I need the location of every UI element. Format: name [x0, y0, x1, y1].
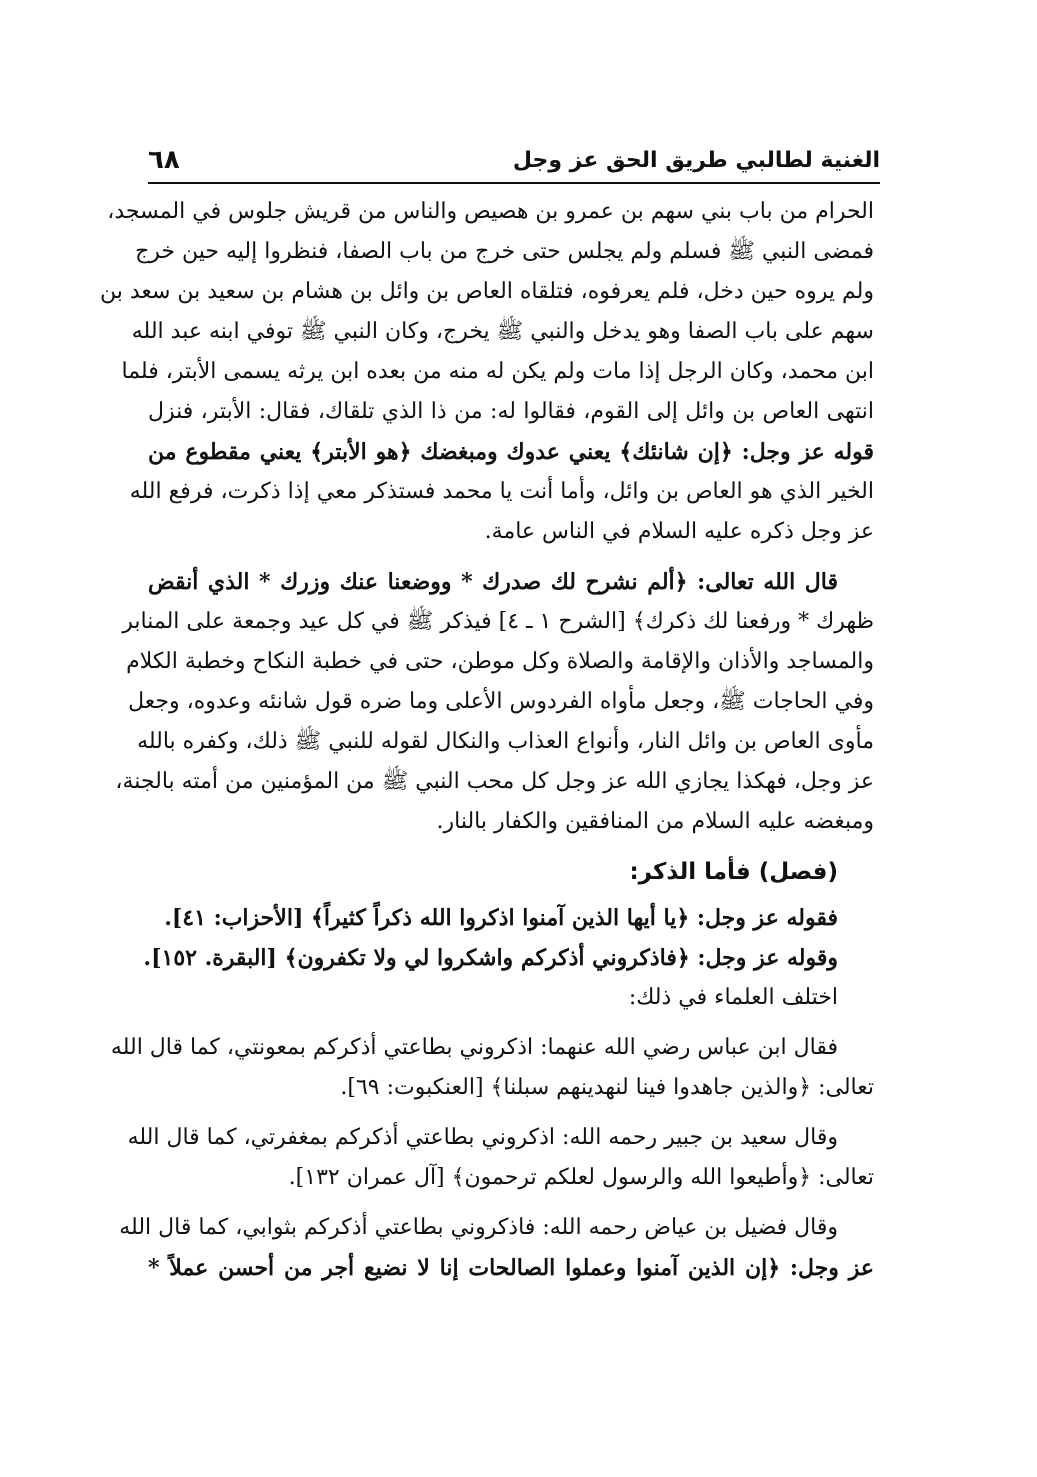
text-line: عز وجل: ﴿إن الذين آمنوا وعملوا الصالحات إنا لا نضيع أجر من أحسن عملاً *	[148, 1255, 874, 1281]
text-line: تعالى: ﴿وأطيعوا الله والرسول لعلكم ترحمون﴾ [آل عمران ١٣٢].	[288, 1165, 874, 1190]
text-line: فقال ابن عباس رضي الله عنهما: اذكروني بطاعتي أذكركم بمعونتي، كما قال الله	[110, 1035, 838, 1060]
opinion-said-ibn-jubayr	[127, 1118, 874, 1198]
verse-line: وقوله عز وجل: ﴿فاذكروني أذكركم واشكروا لي ولا تكفرون﴾ [البقرة. ١٥٢].	[143, 945, 838, 971]
text-line: الحرام من باب بني سهم بن عمرو بن هصيص والناس من قريش جلوس في المسجد،	[107, 199, 874, 224]
section-heading: (فصل) فأما الذكر:	[629, 859, 838, 885]
text-line: والمساجد والأذان والإقامة والصلاة وكل موطن، حتى في خطبة النكاح وخطبة الكلام	[126, 649, 874, 674]
text-line: فمضى النبي ﷺ فسلم ولم يجلس حتى خرج من باب الصفا، فنظروا إليه حين خرج	[135, 239, 874, 264]
page-header	[148, 140, 880, 180]
text-line: وقال فضيل بن عياض رحمه الله: فاذكروني بطاعتي أذكركم بثوابي، كما قال الله	[119, 1215, 838, 1240]
text-line: عز وجل، فهكذا يجازي الله عز وجل كل محب النبي ﷺ من المؤمنين من أمته بالجنة،	[115, 769, 874, 794]
text-line: قوله عز وجل: ﴿إن شانئك﴾ يعني عدوك ومبغضك ﴿هو الأبتر﴾ يعني مقطوع من	[148, 439, 874, 465]
opinion-ibn-abbas	[110, 1028, 874, 1108]
paragraph-2	[115, 562, 874, 842]
verse-line: اختلف العلماء في ذلك:	[628, 985, 838, 1010]
page-number: ٦٨	[148, 145, 180, 175]
text-line: ولم يروه حين دخل، فلم يعرفوه، فتلقاه العاص بن وائل بن هشام بن سعيد بن سعد بن	[99, 279, 874, 304]
text-line: ومبغضه عليه السلام من المنافقين والكفار بالنار.	[436, 809, 874, 834]
text-line: قال الله تعالى: ﴿ألم نشرح لك صدرك * ووضعنا عنك وزرك * الذي أنقض	[148, 569, 838, 595]
text-line: عز وجل ذكره عليه السلام في الناس عامة.	[484, 519, 874, 544]
text-line: مأوى العاص بن وائل النار، وأنواع العذاب والنكال لقوله للنبي ﷺ ذلك، وكفره بالله	[137, 729, 874, 754]
text-line: تعالى: ﴿والذين جاهدوا فينا لنهدينهم سبلنا﴾ [العنكبوت: ٦٩].	[340, 1075, 874, 1100]
text-line: وفي الحاجات ﷺ، وجعل مأواه الفردوس الأعلى وما ضره قول شانئه وعدوه، وجعل	[128, 689, 874, 714]
text-line: سهم على باب الصفا وهو يدخل والنبي ﷺ يخرج، وكان النبي ﷺ توفي ابنه عبد الله	[131, 319, 874, 344]
book-title: الغنية لطالبي طريق الحق عز وجل	[512, 147, 880, 173]
text-line: وقال سعيد بن جبير رحمه الله: اذكروني بطاعتي أذكركم بمغفرتي، كما قال الله	[127, 1125, 838, 1150]
opinion-fudayl-ibn-iyad	[119, 1208, 874, 1288]
text-line: انتهى العاص بن وائل إلى القوم، فقالوا له: من ذا الذي تلقاك، فقال: الأبتر، فنزل	[148, 399, 874, 424]
text-line: ابن محمد، وكان الرجل إذا مات ولم يكن له منه من بعده ابن يرثه يسمى الأبتر، فلما	[121, 359, 874, 384]
page-body	[99, 192, 874, 1298]
verse-block	[143, 898, 874, 1018]
text-line: ظهرك * ورفعنا لك ذكرك﴾ [الشرح ١ ـ ٤] فيذكر ﷺ في كل عيد وجمعة على المنابر	[122, 609, 874, 634]
text-line: الخير الذي هو العاص بن وائل، وأما أنت يا محمد فستذكر معي إذا ذكرت، فرفع الله	[129, 479, 874, 504]
paragraph-1	[99, 192, 874, 552]
verse-line: فقوله عز وجل: ﴿يا أيها الذين آمنوا اذكروا الله ذكراً كثيراً﴾ [الأحزاب: ٤١].	[164, 905, 838, 931]
header-rule	[148, 182, 880, 184]
